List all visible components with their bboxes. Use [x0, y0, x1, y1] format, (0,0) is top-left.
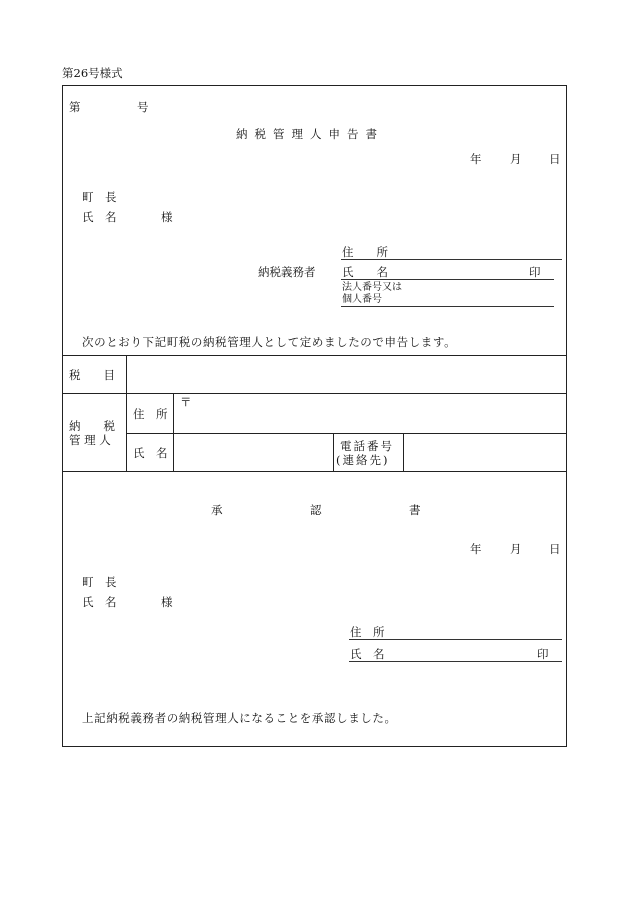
taxpayer-corp-number-label-2: 個人番号 [342, 294, 382, 305]
tax-item-label: 税 目 [69, 368, 115, 382]
phone-label-2: (連絡先) [336, 453, 390, 467]
application-recipient-honorific: 様 [161, 210, 173, 224]
application-number-suffix: 号 [137, 100, 149, 114]
application-date-day: 日 [549, 152, 561, 166]
approval-title-char-3: 書 [409, 503, 421, 517]
application-number-prefix: 第 [69, 100, 81, 114]
table-bottom-border [62, 471, 567, 472]
approval-name-label: 氏 名 [350, 647, 385, 661]
application-recipient-mayor: 町 長 [82, 190, 117, 204]
taxpayer-name-label: 氏 名 [342, 265, 388, 279]
approval-date-month: 月 [510, 542, 522, 556]
approval-name-line[interactable] [349, 661, 562, 662]
postal-mark: 〒 [180, 395, 192, 409]
phone-field[interactable] [404, 434, 566, 471]
approval-address-line[interactable] [349, 639, 562, 640]
approval-seal-label: 印 [537, 647, 549, 661]
table-col-divider-3 [333, 433, 334, 471]
taxpayer-corp-number-line[interactable] [341, 306, 554, 307]
approval-recipient-name: 氏 名 [82, 595, 117, 609]
tax-manager-label-1: 納 税 [69, 419, 115, 433]
taxpayer-label: 納税義務者 [258, 265, 316, 279]
approval-date-year: 年 [470, 542, 482, 556]
phone-label-1: 電話番号 [340, 439, 394, 453]
tax-manager-label-2: 管 理 人 [69, 433, 111, 447]
application-date-year: 年 [470, 152, 482, 166]
taxpayer-address-label: 住 所 [342, 245, 388, 259]
approval-address-label: 住 所 [350, 625, 385, 639]
approval-recipient-mayor: 町 長 [82, 575, 117, 589]
application-statement: 次のとおり下記町税の納税管理人として定めましたので申告します。 [82, 335, 457, 349]
taxpayer-name-line[interactable] [341, 279, 554, 280]
application-title: 納税管理人申告書 [236, 127, 384, 141]
approval-recipient-honorific: 様 [161, 595, 173, 609]
approval-statement: 上記納税義務者の納税管理人になることを承認しました。 [82, 711, 397, 725]
tax-item-field[interactable] [127, 356, 566, 393]
approval-title-char-2: 認 [310, 503, 322, 517]
manager-address-field[interactable] [174, 394, 566, 433]
taxpayer-address-line[interactable] [341, 259, 562, 260]
approval-title-char-1: 承 [211, 503, 223, 517]
manager-address-label: 住 所 [133, 407, 168, 421]
taxpayer-seal-label: 印 [529, 265, 541, 279]
approval-date-day: 日 [549, 542, 561, 556]
application-date-month: 月 [510, 152, 522, 166]
taxpayer-corp-number-label-1: 法人番号又は [342, 282, 402, 293]
manager-name-field[interactable] [174, 434, 333, 471]
manager-name-label: 氏 名 [133, 446, 168, 460]
form-number-label: 第26号様式 [62, 66, 123, 80]
application-recipient-name: 氏 名 [82, 210, 117, 224]
